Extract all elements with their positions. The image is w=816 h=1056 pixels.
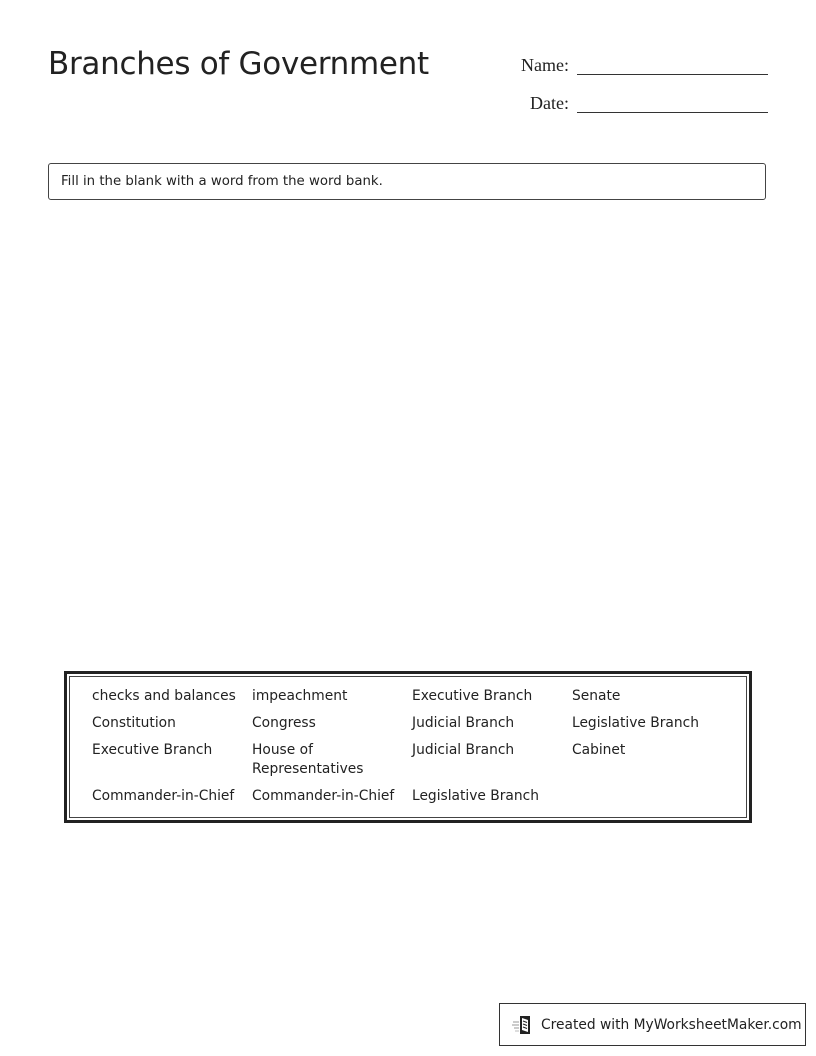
word-bank-item: Senate	[572, 688, 621, 704]
date-field	[509, 92, 768, 113]
word-bank-item: Judicial Branch	[412, 715, 515, 731]
word-bank-grid	[92, 687, 732, 806]
worksheet-logo-icon	[512, 1014, 534, 1036]
word-bank-item: Constitution	[92, 715, 176, 731]
word-bank-item: Commander-in-Chief	[92, 788, 235, 804]
word-bank	[64, 671, 752, 823]
name-field	[509, 54, 768, 75]
date-blank-line	[577, 92, 768, 113]
word-bank-item: Cabinet	[572, 742, 626, 758]
date-label: Date:	[530, 93, 569, 113]
created-with-badge[interactable]	[499, 1003, 806, 1046]
name-blank-line	[577, 54, 768, 75]
word-bank-item: checks and balances	[92, 688, 236, 704]
word-bank-inner-border	[69, 676, 747, 818]
word-bank-item: Commander-in-Chief	[252, 788, 395, 804]
word-bank-item: Executive Branch	[92, 742, 213, 758]
word-bank-item: impeachment	[252, 688, 348, 704]
created-with-text: Created with MyWorksheetMaker.com	[541, 1016, 802, 1033]
instructions-box	[48, 163, 766, 200]
name-label: Name:	[521, 55, 569, 75]
word-bank-item: Executive Branch	[412, 688, 533, 704]
word-bank-item: Legislative Branch	[412, 788, 539, 804]
word-bank-item: Legislative Branch	[572, 715, 699, 731]
word-bank-item	[572, 787, 732, 806]
page-title: Branches of Government	[48, 46, 429, 82]
word-bank-item: Judicial Branch	[412, 742, 515, 758]
word-bank-item: Congress	[252, 715, 316, 731]
instructions-text: Fill in the blank with a word from the word bank.	[61, 174, 383, 189]
word-bank-item: House of Representatives	[252, 742, 364, 777]
